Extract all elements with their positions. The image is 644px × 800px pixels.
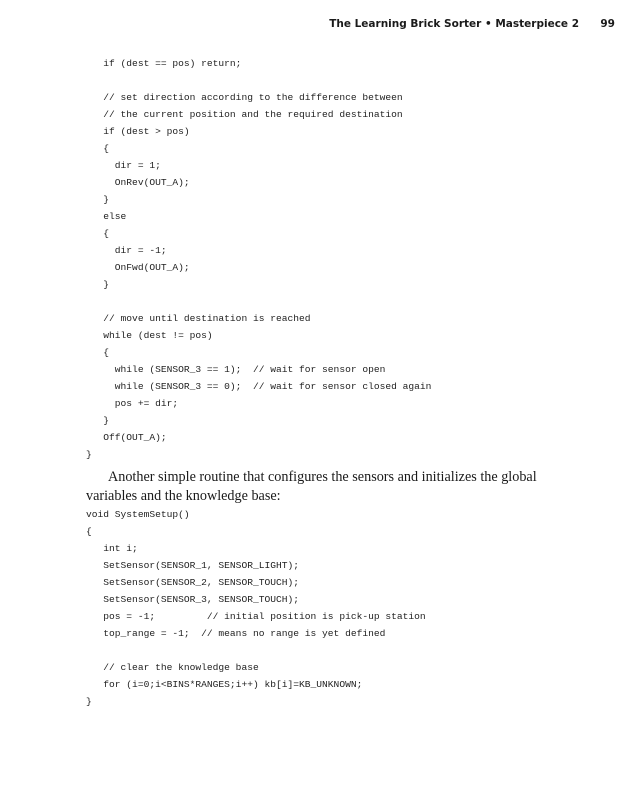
- code-line: OnFwd(OUT_A);: [86, 262, 190, 273]
- running-header: [0, 18, 644, 32]
- code-line: }: [86, 194, 110, 205]
- code-line: OnRev(OUT_A);: [86, 177, 190, 188]
- code-line: }: [86, 415, 110, 426]
- running-header-title: The Learning Brick Sorter • Masterpiece 2: [329, 18, 579, 30]
- code-line: {: [86, 228, 110, 239]
- code-line: }: [86, 279, 110, 290]
- code-line: if (dest > pos): [86, 126, 190, 137]
- code-line: for (i=0;i<BINS*RANGES;i++) kb[i]=KB_UNKNOWN;: [86, 679, 363, 690]
- code-line: [86, 293, 431, 310]
- code-line: dir = 1;: [86, 160, 161, 171]
- code-line: // clear the knowledge base: [86, 662, 259, 673]
- code-line: [86, 72, 431, 89]
- code-line: else: [86, 211, 127, 222]
- code-line: while (SENSOR_3 == 1); // wait for sensor open: [86, 364, 386, 375]
- code-line: {: [86, 526, 92, 537]
- code-line: if (dest == pos) return;: [86, 58, 242, 69]
- code-line: int i;: [86, 543, 138, 554]
- code-line: SetSensor(SENSOR_2, SENSOR_TOUCH);: [86, 577, 300, 588]
- code-line: dir = -1;: [86, 245, 167, 256]
- code-line: Off(OUT_A);: [86, 432, 167, 443]
- code-line: pos += dir;: [86, 398, 179, 409]
- code-line: }: [86, 696, 92, 707]
- paragraph-text: Another simple routine that configures the sensors and initializes the global variables and the knowledge base:: [86, 469, 537, 504]
- page-number: 99: [600, 18, 615, 30]
- code-line: SetSensor(SENSOR_1, SENSOR_LIGHT);: [86, 560, 300, 571]
- body-paragraph: [86, 468, 586, 506]
- code-line: // move until destination is reached: [86, 313, 311, 324]
- code-line: top_range = -1; // means no range is yet defined: [86, 628, 386, 639]
- code-line: [86, 642, 426, 659]
- code-line: {: [86, 347, 110, 358]
- code-line: while (dest != pos): [86, 330, 213, 341]
- code-line: void SystemSetup(): [86, 509, 190, 520]
- code-line: {: [86, 143, 110, 154]
- code-line: pos = -1; // initial position is pick-up station: [86, 611, 426, 622]
- code-line: // set direction according to the difference between: [86, 92, 403, 103]
- code-line: SetSensor(SENSOR_3, SENSOR_TOUCH);: [86, 594, 300, 605]
- code-block-system-setup: [86, 506, 426, 710]
- code-block-move-to: [86, 55, 431, 463]
- code-line: // the current position and the required destination: [86, 109, 403, 120]
- code-line: while (SENSOR_3 == 0); // wait for sensor closed again: [86, 381, 432, 392]
- code-line: }: [86, 449, 92, 460]
